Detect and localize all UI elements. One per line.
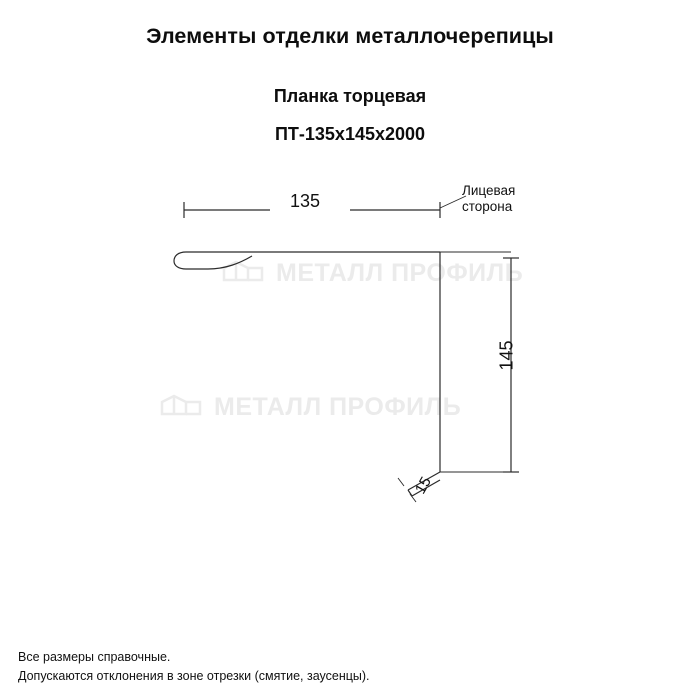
profile-left-hem <box>174 252 252 269</box>
footer-notes <box>18 648 370 686</box>
footer-note-line1: Все размеры справочные. <box>18 650 171 664</box>
product-code: ПТ-135х145х2000 <box>274 124 426 144</box>
annotation-face-side-line2: сторона <box>462 199 513 214</box>
technical-drawing <box>0 160 700 560</box>
dimension-label-lip: 15 <box>411 474 435 497</box>
watermark-text: МЕТАЛЛ ПРОФИЛЬ <box>276 258 524 287</box>
dimension-label-height: 145 <box>496 340 517 371</box>
annotation-face-side <box>462 183 515 215</box>
product-name: Планка торцевая <box>273 86 427 106</box>
footer-note-line2: Допускаются отклонения в зоне отрезки (смятие, заусенцы). <box>18 669 370 683</box>
annotation-face-side-line1: Лицевая <box>462 183 516 198</box>
dimension-label-width: 135 <box>290 191 321 211</box>
watermark-text: МЕТАЛЛ ПРОФИЛЬ <box>214 392 462 421</box>
page-title: Элементы отделки металлочерепицы <box>146 24 554 48</box>
dimension-tick-lip-a <box>398 478 404 486</box>
profile-bottom-lip-end <box>408 490 412 496</box>
